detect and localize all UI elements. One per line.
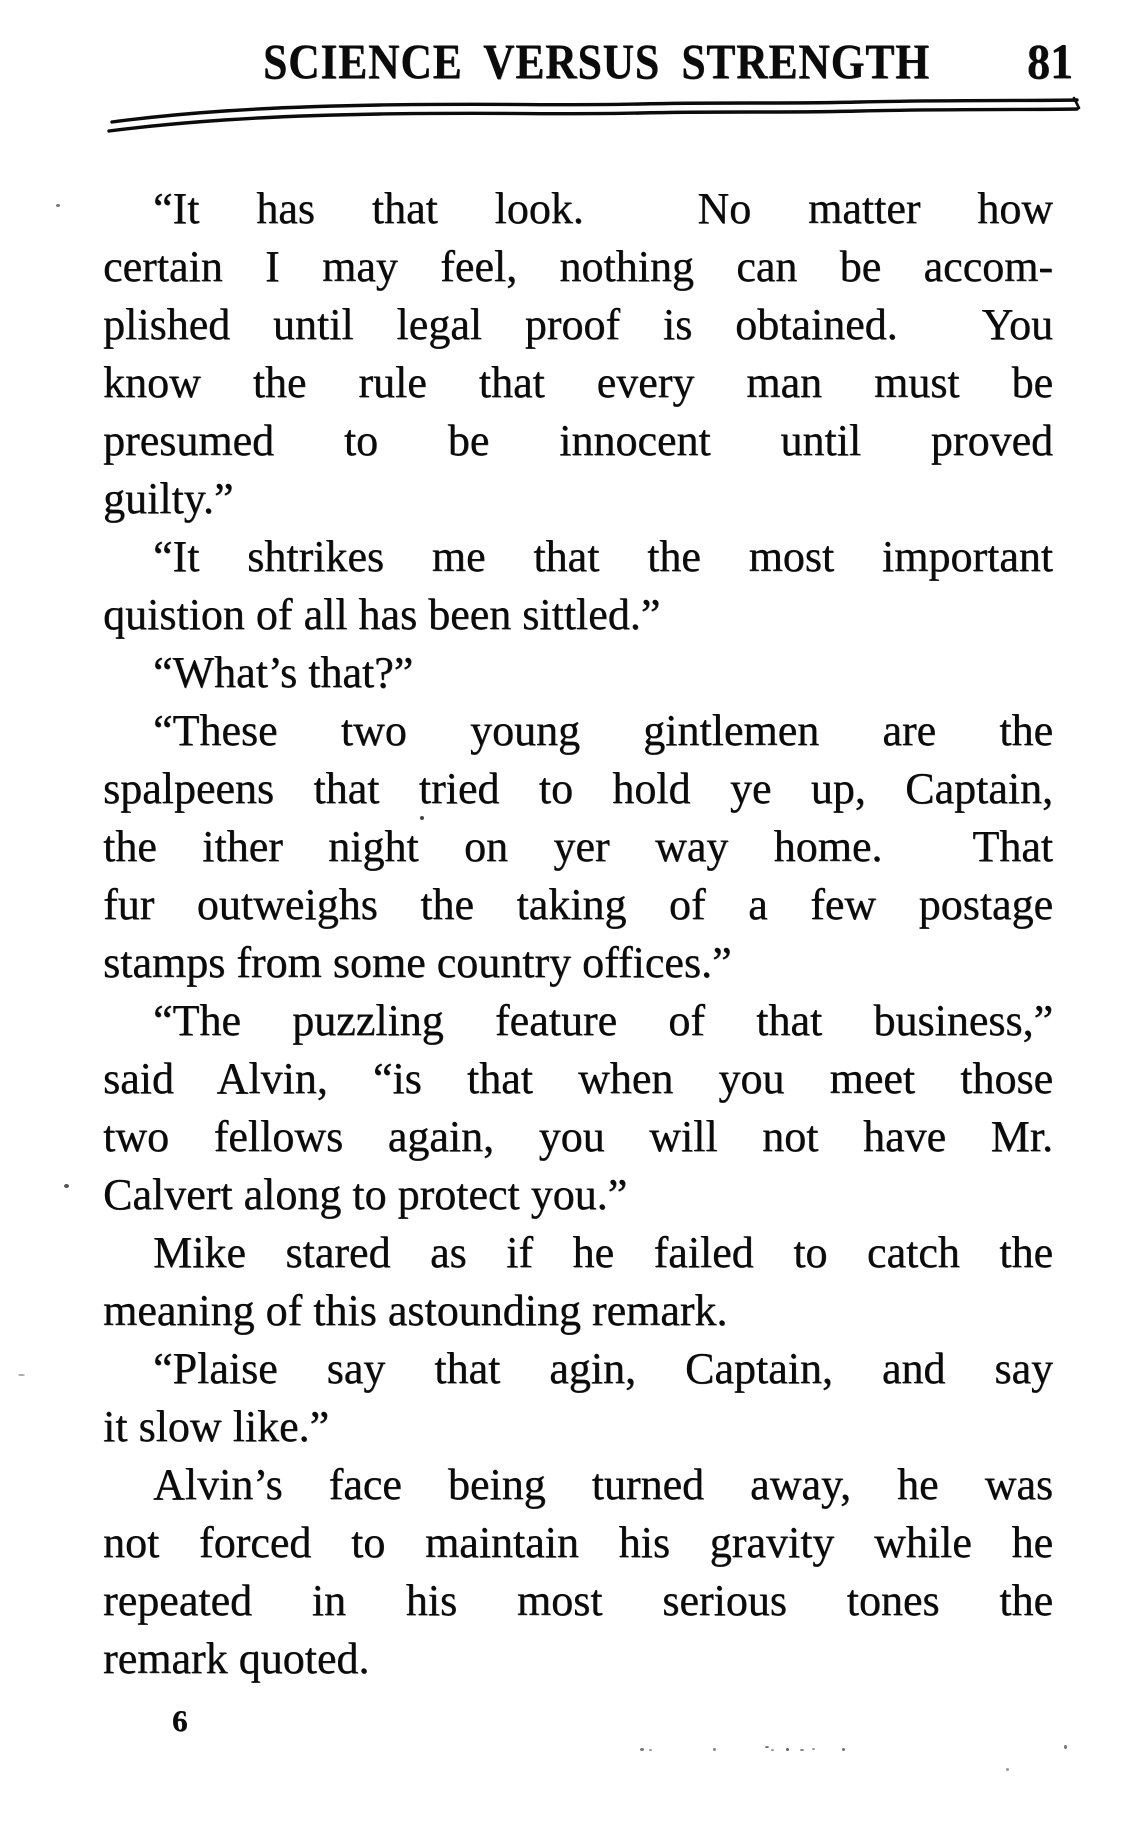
text-line: “The puzzling feature of that business,” xyxy=(153,996,1053,1045)
text-line: guilty.” xyxy=(103,474,234,523)
text-line: plished until legal proof is obtained. You xyxy=(103,300,1053,349)
double-rule xyxy=(70,80,1100,150)
scan-speck xyxy=(649,1749,652,1751)
scan-speck xyxy=(786,1748,789,1751)
text-line: the ither night on yer way home. That xyxy=(103,822,1053,871)
text-line: Alvin’s face being turned away, he was xyxy=(153,1460,1053,1509)
text-line: know the rule that every man must be xyxy=(103,358,1053,407)
text-line: Calvert along to protect you.” xyxy=(103,1170,628,1219)
text-line: certain I may feel, nothing can be accom- xyxy=(103,242,1053,291)
text-line: not forced to maintain his gravity while he xyxy=(103,1518,1053,1567)
text-line: quistion of all has been sittled.” xyxy=(103,590,661,639)
text-line: it slow like.” xyxy=(103,1402,330,1451)
scan-speck xyxy=(420,816,424,820)
scan-speck xyxy=(56,204,60,207)
text-line: presumed to be innocent until proved xyxy=(103,416,1053,465)
scan-speck xyxy=(64,1184,69,1188)
text-line: spalpeens that tried to hold ye up, Captain, xyxy=(103,764,1053,813)
text-line: fur outweighs the taking of a few postage xyxy=(103,880,1053,929)
text-line: “What’s that?” xyxy=(153,648,414,697)
text-line: “It shtrikes me that the most important xyxy=(153,532,1053,581)
page-title: SCIENCE VERSUS STRENGTH xyxy=(263,33,930,89)
paragraph xyxy=(103,1456,1053,1688)
paragraph xyxy=(103,528,1053,644)
scan-speck xyxy=(842,1748,845,1751)
text-line: meaning of this astounding remark. xyxy=(103,1286,728,1335)
scan-speck xyxy=(765,1746,769,1748)
text-line: two fellows again, you will not have Mr. xyxy=(103,1112,1053,1161)
text-line: “These two young gintlemen are the xyxy=(153,706,1053,755)
paragraph xyxy=(103,992,1053,1224)
paragraph xyxy=(103,1340,1053,1456)
text-line: stamps from some country offices.” xyxy=(103,938,732,987)
text-line: “Plaise say that agin, Captain, and say xyxy=(153,1344,1053,1393)
paragraph xyxy=(103,180,1053,528)
signature-mark: 6 xyxy=(172,1703,188,1738)
paragraph xyxy=(103,702,1053,992)
scan-speck xyxy=(771,1749,774,1751)
text-line: Mike stared as if he failed to catch the xyxy=(153,1228,1053,1277)
scan-speck xyxy=(800,1749,804,1751)
scan-speck xyxy=(713,1748,716,1751)
text-line: “It has that look. No matter how xyxy=(153,184,1053,233)
scan-speck xyxy=(640,1748,644,1751)
text-line: repeated in his most serious tones the xyxy=(103,1576,1053,1625)
paragraph xyxy=(103,1224,1053,1340)
scan-speck xyxy=(1006,1768,1009,1771)
page-number: 81 xyxy=(1027,33,1073,89)
scan-speck xyxy=(1064,1745,1067,1749)
text-line: said Alvin, “is that when you meet those xyxy=(103,1054,1053,1103)
paragraph xyxy=(103,644,1053,702)
scan-speck xyxy=(812,1748,815,1750)
text-line: remark quoted. xyxy=(103,1634,370,1683)
scan-speck xyxy=(18,1374,25,1376)
text-block xyxy=(103,180,1053,1688)
